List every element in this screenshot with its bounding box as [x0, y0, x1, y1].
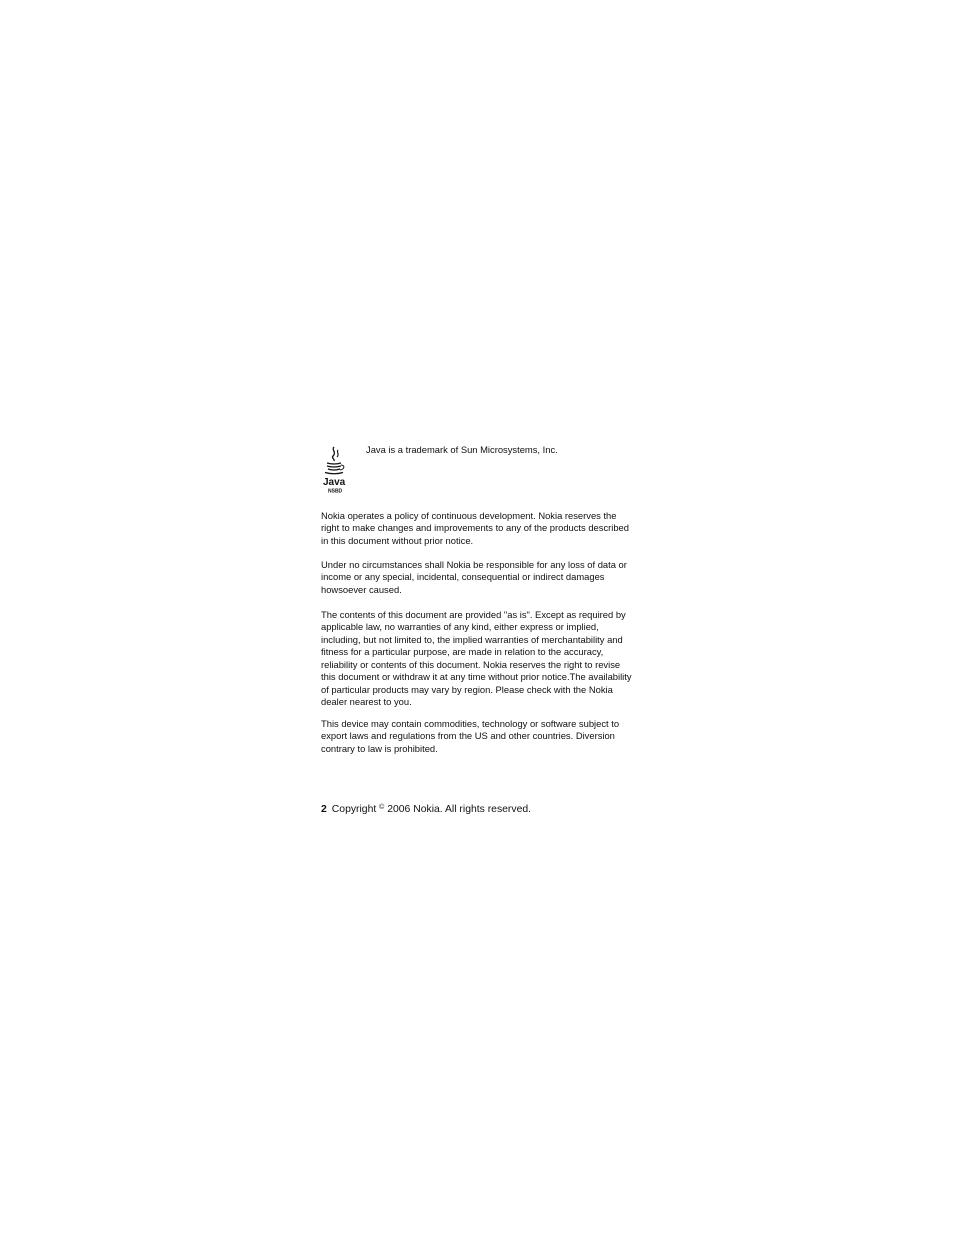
paragraph-liability: Under no circumstances shall Nokia be responsible for any loss of data or income or any special, incidental, consequential or indirect damages howsoever caused. — [321, 559, 627, 595]
java-sub-mark: NSBD — [328, 488, 343, 494]
paragraph-development-policy: Nokia operates a policy of continuous development. Nokia reserves the right to make changes and improvements to any of the products described in this document without prior notice. — [321, 510, 629, 546]
trademark-notice: Java is a trademark of Sun Microsystems, Inc. — [366, 444, 558, 455]
copyright-symbol: © — [379, 804, 385, 811]
paragraph-warranty: The contents of this document are provided "as is". Except as required by applicable law, no warranties of any kind, either express or implied, including, but not limited to, the implied warranties of merchantability and fitness for a particular purpose, are made in relation to the accuracy, reliability or contents of this document. Nokia reserves the right to revise this document or withdraw it at any time without prior notice.The availability of particular products may vary by region. Please check with the Nokia dealer nearest to you. — [321, 609, 632, 708]
page-footer — [321, 801, 531, 817]
paragraph-export: This device may contain commodities, technology or software subject to export laws and regulations from the US and other countries. Diversion contrary to law is prohibited. — [321, 718, 620, 754]
java-wordmark: Java — [323, 477, 346, 488]
java-cup-icon — [322, 446, 348, 494]
java-logo — [322, 446, 348, 494]
page-number: 2 — [321, 804, 327, 815]
copyright-text: 2006 Nokia. All rights reserved. — [387, 804, 532, 815]
copyright-label: Copyright — [331, 804, 377, 815]
